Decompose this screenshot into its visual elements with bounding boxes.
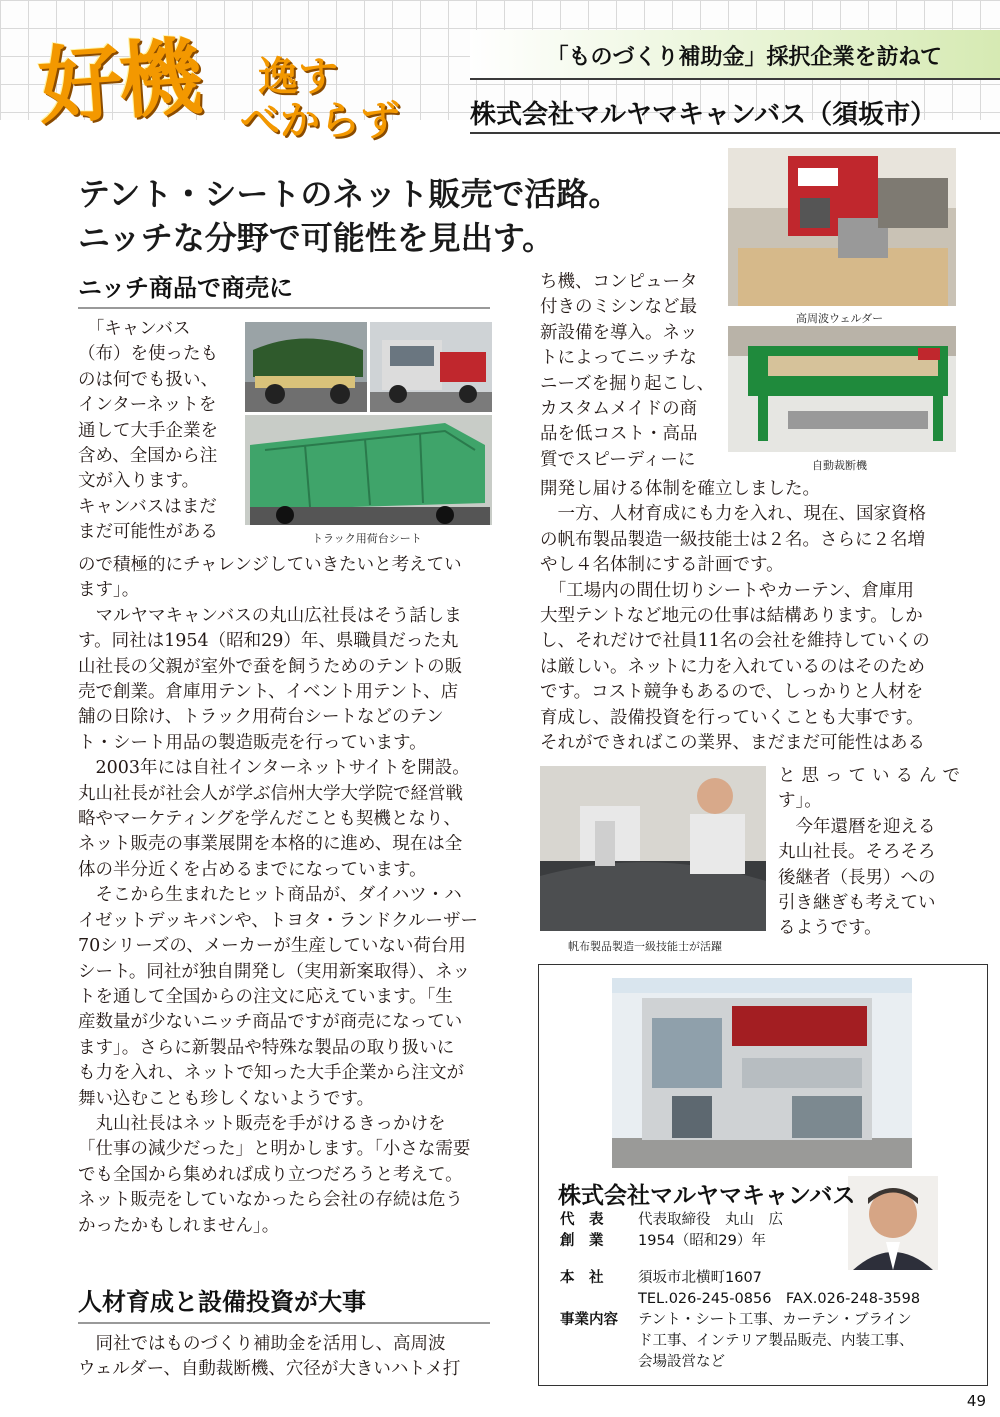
text-line: 体の半分近くを占めるまでになっています。	[78, 859, 427, 880]
text-line: 70シリーズの、メーカーが生産していない荷台用	[78, 936, 466, 957]
text-line: ト・シート用品の製造販売を行っています。	[78, 732, 427, 753]
body-text	[78, 553, 492, 1239]
sewing-illustration	[540, 766, 766, 931]
text-line: 通して大手企業を	[78, 420, 218, 441]
divider	[470, 132, 1000, 134]
logo-title-small	[240, 55, 400, 143]
text-line: 「仕事の減少だった」と明かします。「小さな需要	[78, 1139, 471, 1160]
text-line: 同社ではものづくり補助金を活用し、高周波	[78, 1334, 446, 1354]
body-text	[540, 477, 960, 756]
truck-illustration	[245, 322, 367, 412]
info-label: 代 表	[560, 1212, 604, 1228]
text-line: 山社長の父親が室外で蚕を飼うためのテントの販	[78, 656, 463, 677]
van-illustration	[370, 322, 492, 412]
text-line: 品を低コスト・高品	[540, 424, 698, 445]
text-line: キャンバスはまだ	[78, 496, 217, 517]
text-line: 「工場内の間仕切りシートやカーテン、倉庫用	[540, 580, 914, 601]
photo-truck-sheet-3	[245, 415, 492, 525]
photo-sewing	[540, 766, 766, 931]
info-value: 代表取締役 丸山 広	[638, 1212, 783, 1228]
text-line: トを通して全国からの注文に応えています。「生	[78, 986, 453, 1007]
section-divider	[78, 307, 490, 309]
info-row	[560, 1210, 850, 1231]
text-line: です。コスト競争もあるので、しっかりと人材を	[540, 682, 924, 703]
photo-truck-sheet-2	[370, 322, 492, 412]
text-line: のは何でも扱い、	[78, 369, 218, 390]
info-label: 創 業	[560, 1233, 604, 1249]
text-line: 2003年には自社インターネットサイトを開設。	[78, 758, 470, 779]
welder-illustration	[728, 148, 956, 306]
text-line: 付きのミシンなど最	[540, 297, 698, 318]
text-line: シート。同社が独自開発し（実用新案取得）、ネッ	[78, 961, 471, 982]
series-tag: 「ものづくり補助金」採択企業を訪ねて	[546, 45, 942, 70]
info-value: 会場設営など	[638, 1354, 725, 1370]
text-line: 新設備を導入。ネッ	[540, 322, 698, 343]
divider	[470, 78, 1000, 80]
photo-cutter	[728, 326, 956, 452]
headline-line: ニッチな分野で可能性を見出す。	[78, 219, 555, 257]
text-line: 育成し、設備投資を行っていくことも大事です。	[540, 707, 924, 728]
body-text-narrow	[540, 270, 720, 473]
text-line: カスタムメイドの商	[540, 399, 698, 420]
text-line: ます」。	[78, 580, 140, 601]
logo-line-1: 逸す	[258, 53, 338, 100]
text-line: 引き継ぎも考えてい	[778, 893, 936, 914]
text-line: でも全国から集めれば成り立つだろうと考えて。	[78, 1164, 463, 1185]
section-heading: 人材育成と設備投資が大事	[78, 1288, 366, 1316]
text-line: 売で創業。倉庫用テント、イベント用テント、店	[78, 682, 459, 703]
page-number: 49	[966, 1392, 986, 1410]
text-line: トによってニッチな	[540, 348, 697, 369]
text-line: 文が入ります。	[78, 471, 200, 492]
text-line: それができればこの業界、まだまだ可能性はある	[540, 733, 925, 754]
text-line: 今年還暦を迎える	[778, 816, 936, 837]
text-line: やし４名体制にする計画です。	[540, 555, 784, 576]
info-row	[560, 1352, 980, 1373]
text-line: 丸山社長はネット販売を手がけるきっかけを	[78, 1113, 446, 1134]
large-truck-illustration	[245, 415, 492, 525]
logo-title-big: 好機	[35, 26, 202, 137]
info-label: 事業内容	[560, 1312, 618, 1328]
text-line: 質でスピーディーに	[540, 449, 696, 470]
headline	[78, 172, 620, 260]
info-value: テント・シート工事、カーテン・ブライン	[638, 1312, 912, 1328]
logo-line-2: べからず	[240, 97, 400, 144]
text-line: ニーズを掘り起こし、	[540, 373, 715, 394]
text-line: す。同社は1954（昭和29）年、県職員だった丸	[78, 631, 459, 652]
section-heading: ニッチ商品で商売に	[78, 274, 294, 302]
text-line: も力を入れ、ネットで知った大手企業から注文が	[78, 1063, 465, 1084]
text-line: 舞い込むことも珍しくないようです。	[78, 1088, 375, 1109]
photo-truck-sheet-1	[245, 322, 367, 412]
info-value: ド工事、インテリア製品販売、内装工事、	[638, 1333, 914, 1349]
text-line: は厳しい。ネットに力を入れているのはそのため	[540, 656, 925, 677]
info-label: 本 社	[560, 1270, 604, 1286]
text-line: の帆布製品製造一級技能士は２名。さらに２名増	[540, 529, 925, 550]
text-line: 舗の日除け、トラック用荷台シートなどのテン	[78, 707, 444, 728]
info-row	[560, 1231, 850, 1252]
text-line: 略やマーケティングを学んだことも契機となり、	[78, 809, 461, 830]
caption-truck: トラック用荷台シート	[312, 532, 422, 545]
info-value: 須坂市北横町1607	[638, 1270, 762, 1286]
company-title: 株式会社マルヤマキャンバス（須坂市）	[470, 100, 937, 130]
info-row	[560, 1310, 980, 1331]
text-line: 一方、人材育成にも力を入れ、現在、国家資格	[540, 504, 927, 525]
text-line: 丸山社長。そろそろ	[778, 842, 936, 863]
info-row	[560, 1331, 980, 1352]
text-line: そこから生まれたヒット商品が、ダイハツ・ハ	[78, 885, 462, 906]
text-line: 大型テントなど地元の仕事は結構あります。しか	[540, 606, 923, 627]
text-line: 丸山社長が社会人が学ぶ信州大学大学院で経営戦	[78, 783, 463, 804]
photo-building	[612, 978, 912, 1168]
building-illustration	[612, 978, 912, 1168]
text-line: 含め、全国から注	[78, 446, 218, 467]
info-value: 1954（昭和29）年	[638, 1233, 766, 1249]
caption-welder: 高周波ウェルダー	[796, 312, 884, 325]
text-line: 産数量が少ないニッチ商品ですが商売になってい	[78, 1012, 463, 1033]
info-row	[560, 1268, 980, 1289]
section-divider	[78, 1322, 490, 1324]
text-line: イゼットデッキバンや、トヨタ・ランドクルーザー	[78, 910, 479, 931]
info-row	[560, 1289, 980, 1310]
text-line: まだ可能性がある	[78, 522, 218, 543]
caption-cutter: 自動裁断機	[812, 459, 867, 472]
info-value: TEL.026-245-0856 FAX.026-248-3598	[638, 1291, 921, 1307]
cutter-illustration	[728, 326, 956, 452]
headline-line: テント・シートのネット販売で活路。	[78, 175, 621, 213]
text-line: ち機、コンピュータ	[540, 272, 698, 292]
caption-sewing: 帆布製品製造一級技能士が活躍	[568, 940, 722, 953]
text-line: るようです。	[778, 918, 882, 939]
text-line: かったかもしれません」。	[78, 1215, 280, 1236]
text-line: と思っているんです」。	[778, 766, 960, 812]
text-line: ウェルダー、自動裁断機、穴径が大きいハトメ打	[78, 1359, 461, 1380]
text-line: 「キャンバス	[78, 319, 191, 339]
text-line: マルヤマキャンバスの丸山広社長はそう話しま	[78, 605, 462, 626]
text-line: し、それだけで社員11名の会社を維持していくの	[540, 631, 930, 652]
text-line: ネット販売の事業展開を本格的に進め、現在は全	[78, 834, 463, 855]
text-line: 後継者（長男）への	[778, 867, 936, 888]
photo-welder	[728, 148, 956, 306]
body-text-narrow	[78, 317, 233, 546]
text-line: ネット販売をしていなかったら会社の存続は危う	[78, 1190, 463, 1211]
text-line: 開発し届ける体制を確立しました。	[540, 479, 820, 499]
text-line: ので積極的にチャレンジしていきたいと考えてい	[78, 555, 462, 575]
text-line: （布）を使ったも	[78, 344, 218, 365]
body-text	[778, 764, 960, 942]
text-line: ます」。さらに新製品や特殊な製品の取り扱いに	[78, 1037, 455, 1058]
info-company-name: 株式会社マルヤマキャンバス	[558, 1183, 856, 1209]
text-line: インターネットを	[78, 395, 217, 416]
body-text	[78, 1332, 492, 1383]
